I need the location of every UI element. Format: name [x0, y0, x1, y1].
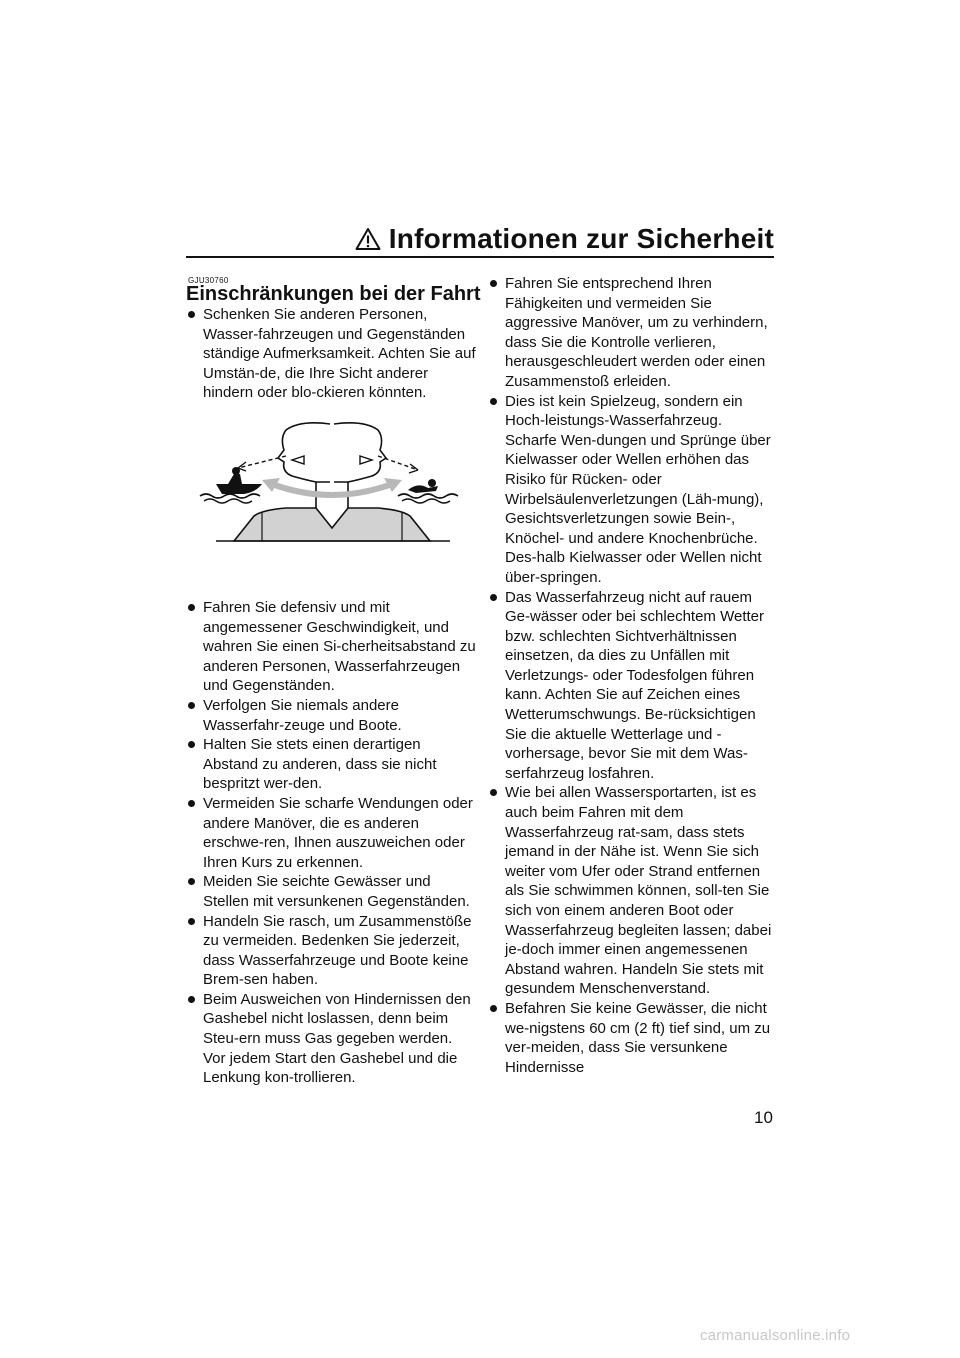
bullet-dot [188, 604, 195, 611]
right-column-list [488, 274, 776, 1077]
bullet-text: Vermeiden Sie scharfe Wendungen oder andere Manöver, die es anderen erschwe-ren, Ihnen auszuweichen oder Ihren Kurs zu erkennen. [203, 794, 473, 871]
left-column-intro [186, 305, 478, 403]
bullet-dot [490, 280, 497, 287]
page-header [186, 220, 774, 258]
head-turn-arrow [272, 484, 392, 495]
list-item [186, 598, 478, 696]
warning-triangle-icon [355, 227, 381, 251]
bullet-dot [490, 789, 497, 796]
header-divider [186, 256, 774, 258]
bullet-dot [188, 800, 195, 807]
bullet-text: Fahren Sie defensiv und mit angemessener Geschwindigkeit, und wahren Sie einen Si-cherheitsabstand zu anderen Personen, Wasserfahrzeugen und Gegenständen. [203, 599, 476, 695]
watercraft-icon [200, 467, 262, 503]
bullet-text: Das Wasserfahrzeug nicht auf rauem Ge-wässer oder bei schlechtem Wetter bzw. schlechten Sichtverhältnissen einsetzen, da dies zu Unfällen mit Verletzungs- oder Todesfolgen führen kann. Achten Sie auf Zeichen eines Wetterumschwungs. Be-rücksichtigen Sie die aktuelle Wetterlage und -vorhersage, bevor Sie mit dem Was-serfahrzeug losfahren. [505, 588, 764, 782]
page-title: Informationen zur Sicherheit [388, 223, 774, 254]
list-item [488, 783, 776, 999]
rider-shoulders [234, 508, 430, 541]
list-item [488, 274, 776, 392]
bullet-dot [188, 918, 195, 925]
page-number: 10 [754, 1108, 773, 1127]
bullet-dot [490, 398, 497, 405]
bullet-text: Meiden Sie seichte Gewässer und Stellen mit versunkenen Gegenständen. [203, 873, 470, 910]
bullet-text: Dies ist kein Spielzeug, sondern ein Hoch-leistungs-Wasserfahrzeug. Scharfe Wen-dungen und Sprünge über Kielwasser oder Wellen erhöhen das Risiko für Rücken- oder Wirbelsäulenverletzungen (Läh-mung), Gesichtsverletzungen sowie Bein-, Knöchel- und andere Knochenbrüche. Des-halb Kielwasser oder Wellen nicht über-springen. [505, 392, 771, 586]
bullet-dot [188, 311, 195, 318]
list-item [186, 305, 478, 403]
swimmer-icon [398, 479, 458, 503]
bullet-dot [188, 878, 195, 885]
list-item [186, 794, 478, 872]
section-code: GJU30760 [188, 276, 229, 285]
visibility-illustration [196, 416, 468, 552]
list-item [488, 588, 776, 784]
list-item [186, 696, 478, 735]
list-item [186, 990, 478, 1088]
list-item [488, 392, 776, 588]
section-title: Einschränkungen bei der Fahrt [186, 283, 481, 305]
watermark-text: carmanualsonline.info [700, 1327, 851, 1344]
bullet-text: Verfolgen Sie niemals andere Wasserfahr-zeuge und Boote. [203, 696, 402, 734]
head-right [334, 423, 386, 482]
left-column-list [186, 598, 478, 1088]
bullet-text: Beim Ausweichen von Hindernissen den Gashebel nicht loslassen, denn beim Steu-ern muss Gas gegeben werden. Vor jedem Start den Gashebel und die Lenkung kon-trollieren. [203, 990, 471, 1087]
bullet-dot [490, 594, 497, 601]
bullet-text: Wie bei allen Wassersportarten, ist es auch beim Fahren mit dem Wasserfahrzeug rat-sam, dass stets jemand in der Nähe ist. Wenn Sie sich weiter vom Ufer oder Strand entfernen als Sie schwimmen können, soll-ten Sie sich von einem anderen Boot oder Wasserfahrzeug begleiten lassen; dabei je-doch immer einen angemessenen Abstand wahren. Handeln Sie stets mit gesundem Menschenverstand. [505, 784, 772, 998]
list-item [186, 912, 478, 990]
bullet-text: Handeln Sie rasch, um Zusammenstöße zu vermeiden. Bedenken Sie jederzeit, dass Wasserfahrzeuge und Boote keine Brem-sen haben. [203, 912, 472, 989]
bullet-dot [188, 741, 195, 748]
list-item [186, 735, 478, 794]
head-left [278, 423, 330, 482]
bullet-dot [490, 1005, 497, 1012]
bullet-text: Schenken Sie anderen Personen, Wasser-fahrzeugen und Gegenständen ständige Aufmerksamkeit. Achten Sie auf Umstän-de, die Ihre Sicht anderer hindern oder blo-ckieren könnten. [203, 306, 476, 402]
list-item [488, 999, 776, 1077]
bullet-text: Fahren Sie entsprechend Ihren Fähigkeiten und vermeiden Sie aggressive Manöver, um zu verhindern, dass Sie die Kontrolle verlieren, herausgeschleudert werden oder einen Zusammenstoß erleiden. [505, 275, 768, 390]
bullet-text: Befahren Sie keine Gewässer, die nicht we-nigstens 60 cm (2 ft) tief sind, um zu ver-meiden, dass Sie versunkene Hindernisse [505, 999, 771, 1076]
bullet-dot [188, 996, 195, 1003]
bullet-dot [188, 702, 195, 709]
bullet-text: Halten Sie stets einen derartigen Abstand zu anderen, dass sie nicht bespritzt wer-den. [203, 736, 437, 793]
list-item [186, 872, 478, 911]
